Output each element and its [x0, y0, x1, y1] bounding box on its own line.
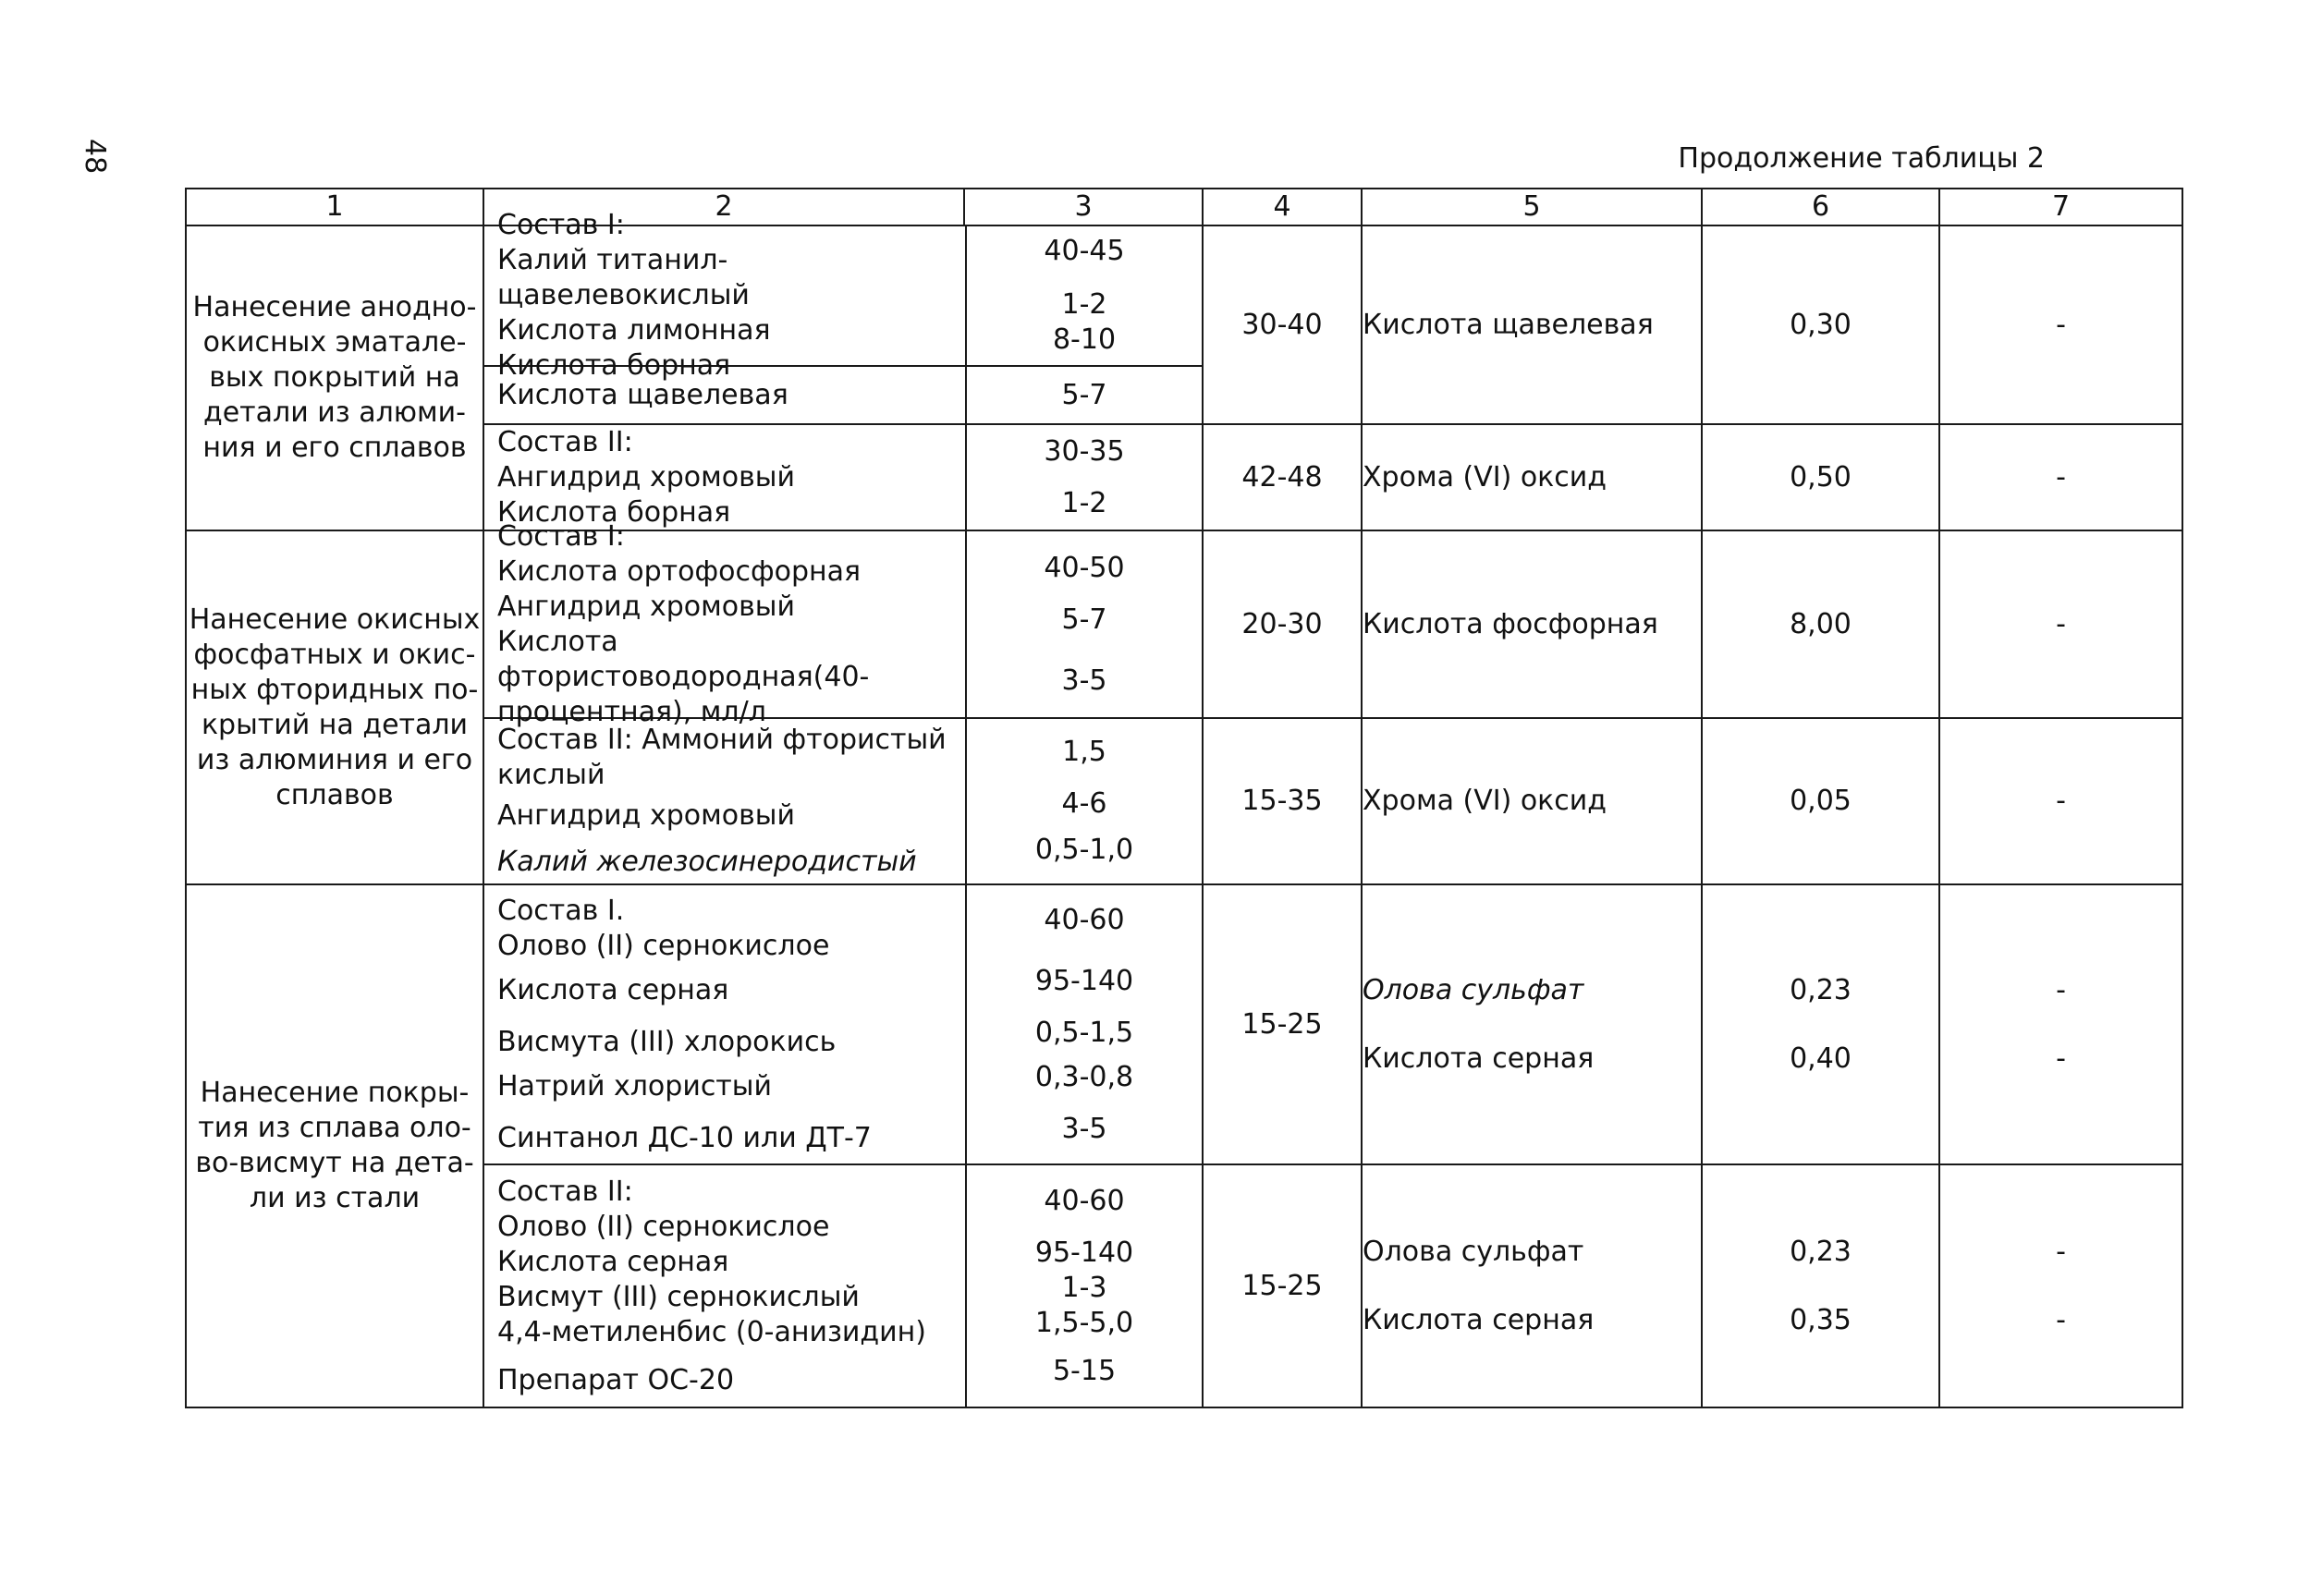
- composition-lines: [484, 518, 965, 732]
- quantity-lines: [965, 719, 1202, 883]
- quantity: 0,3-0,8: [1034, 1060, 1134, 1093]
- emission-item: Кислота серная: [1363, 1042, 1595, 1075]
- composition-table: [185, 188, 2183, 1408]
- value-cell: 8,00: [1702, 530, 1939, 718]
- composition-cell: [483, 209, 1203, 424]
- header-cell-5: 5: [1362, 189, 1702, 225]
- composition-block: [484, 719, 1202, 883]
- header-cell-1: 1: [186, 189, 483, 225]
- component-line: Кислота фтористоводородная(40-процентная), мл/л: [497, 625, 870, 728]
- quantity: 8-10: [1052, 323, 1117, 356]
- composition-lines: [484, 376, 965, 415]
- table-row: [186, 530, 2182, 718]
- emission-item: Олова сульфат: [1363, 1235, 1584, 1268]
- component-line: Калий титанил-щавелевокислый: [497, 244, 750, 311]
- composition-cell: [483, 718, 1203, 884]
- composition-block: [484, 519, 1202, 728]
- quantity: 3-5: [1061, 1112, 1107, 1145]
- value-cell: 0,30: [1702, 225, 1939, 424]
- temperature-cell: 30-40: [1203, 225, 1362, 424]
- col7-cell: -: [1939, 718, 2182, 884]
- composition-lines: [484, 721, 965, 882]
- quantity: 40-45: [1044, 235, 1125, 267]
- table-row: [186, 225, 2182, 424]
- emission-cell: Кислота фосфорная: [1362, 530, 1702, 718]
- temperature-cell: 20-30: [1203, 530, 1362, 718]
- emission-pair: [1363, 956, 1701, 1093]
- temperature-cell: 42-48: [1203, 424, 1362, 530]
- header-cell-7: 7: [1939, 189, 2182, 225]
- component-line: Состав II:: [497, 1175, 633, 1208]
- component-line: Висмута (III) хлорокись: [497, 1025, 837, 1058]
- table-row: [186, 884, 2182, 1164]
- quantity: 0,5-1,5: [1034, 1016, 1134, 1049]
- component-line: Висмут (III) сернокислый: [497, 1280, 860, 1313]
- emission-cell: Кислота щавелевая: [1362, 225, 1702, 424]
- temperature-cell: 15-35: [1203, 718, 1362, 884]
- quantity: 40-60: [1044, 903, 1125, 936]
- col7-cell: -: [1939, 530, 2182, 718]
- quantity: 4-6: [1061, 787, 1107, 820]
- emission-cell: [1362, 884, 1702, 1164]
- value-pair: [1703, 1218, 1938, 1355]
- quantity: 1,5: [1062, 736, 1106, 768]
- component-line: Состав I:: [497, 209, 625, 241]
- col7-item: -: [2056, 973, 2066, 1006]
- composition-cell: [483, 519, 1203, 728]
- temperature-cell: 15-25: [1203, 1164, 1362, 1407]
- col7-pair: [1940, 1218, 2182, 1355]
- value-cell: [1702, 1164, 1939, 1407]
- composition-block: [484, 885, 1202, 1163]
- quantity: 1-3: [1061, 1271, 1107, 1304]
- component-line: Олово (II) сернокислое: [497, 1210, 830, 1243]
- col7-cell: [1939, 1164, 2182, 1407]
- quantity: 30-35: [1044, 434, 1125, 468]
- value-item: 0,35: [1790, 1303, 1852, 1336]
- quantity: 5-7: [1061, 378, 1107, 411]
- composition-cell: [483, 884, 1203, 1164]
- composition-lines: [484, 892, 965, 1158]
- quantity: 95-140: [1034, 964, 1134, 997]
- quantity: 40-60: [1044, 1184, 1125, 1217]
- component-line: Кислота лимонная: [497, 314, 771, 347]
- component-line: Ангидрид хромовый: [497, 460, 795, 493]
- value-pair: [1703, 956, 1938, 1093]
- col7-item: -: [2056, 1235, 2066, 1268]
- emission-cell: Хрома (VI) оксид: [1362, 718, 1702, 884]
- procedure-cell: Нанесение окисных фосфатных и окис-ных фторидных по-крытий на детали из алюминия и его сплавов: [186, 530, 483, 884]
- component-line: Препарат ОС-20: [497, 1363, 735, 1396]
- emission-item: Кислота серная: [1363, 1303, 1595, 1336]
- value-cell: [1702, 884, 1939, 1164]
- quantity-lines: [965, 425, 1202, 530]
- quantity-lines: [965, 531, 1202, 717]
- composition-cell: [483, 424, 1203, 530]
- component-line: Состав II:: [497, 425, 633, 458]
- col7-pair: [1940, 956, 2182, 1093]
- quantity: 40-50: [1044, 551, 1125, 584]
- component-line: Состав I:: [497, 519, 625, 553]
- component-line: Состав II: Аммоний фтористый кислый: [497, 724, 947, 791]
- composition-cell: [483, 1164, 1203, 1407]
- page-number: 48: [79, 139, 111, 175]
- quantity: 95-140: [1034, 1236, 1134, 1269]
- col7-item: -: [2056, 1042, 2066, 1075]
- quantity: 1-2: [1061, 288, 1107, 321]
- emission-cell: [1362, 1164, 1702, 1407]
- component-line: Кислота щавелевая: [497, 378, 788, 411]
- temperature-cell: 15-25: [1203, 884, 1362, 1164]
- col7-item: -: [2056, 1303, 2066, 1336]
- component-line: Калий железосинеродистый: [497, 846, 917, 878]
- quantity-lines: [965, 226, 1202, 365]
- col7-cell: -: [1939, 225, 2182, 424]
- value-item: 0,23: [1790, 1235, 1852, 1268]
- quantity: 5-15: [1052, 1354, 1117, 1387]
- quantity: 5-7: [1061, 603, 1107, 636]
- component-line: Кислота серная: [497, 973, 729, 1006]
- component-line: Ангидрид хромовый: [497, 590, 795, 623]
- quantity: 3-5: [1061, 664, 1107, 697]
- quantity: 0,5-1,0: [1034, 834, 1134, 866]
- table-row: [186, 1164, 2182, 1407]
- component-line: Синтанол ДС-10 или ДТ-7: [497, 1121, 872, 1154]
- component-line: Олово (II) сернокислое: [497, 929, 830, 962]
- procedure-cell: Нанесение анодно-окисных эматале-вых покрытий на детали из алюми-ния и его сплавов: [186, 225, 483, 530]
- component-line: Кислота серная: [497, 1245, 729, 1278]
- quantity-lines: [965, 1165, 1202, 1407]
- composition-block: [484, 209, 1202, 382]
- procedure-cell: Нанесение покры-тия из сплава оло-во-висмут на дета-ли из стали: [186, 884, 483, 1407]
- table-row: [186, 424, 2182, 530]
- quantity-lines: [965, 367, 1202, 423]
- component-line: Кислота борная: [497, 349, 731, 382]
- header-cell-6: 6: [1702, 189, 1939, 225]
- value-cell: 0,05: [1702, 718, 1939, 884]
- emission-cell: Хрома (VI) оксид: [1362, 424, 1702, 530]
- composition-lines: [484, 1173, 965, 1400]
- header-cell-3: 3: [964, 189, 1203, 225]
- composition-lines: [484, 206, 965, 385]
- quantity: 1-2: [1061, 486, 1107, 519]
- component-line: Кислота ортофосфорная: [497, 554, 862, 588]
- value-item: 0,40: [1790, 1042, 1852, 1075]
- emission-pair: [1363, 1218, 1701, 1355]
- component-line: Кислота борная: [497, 495, 731, 529]
- composition-lines: [484, 423, 965, 532]
- emission-item: Олова сульфат: [1363, 973, 1584, 1006]
- col7-cell: [1939, 884, 2182, 1164]
- col7-cell: -: [1939, 424, 2182, 530]
- composition-block: [484, 1165, 1202, 1407]
- table-row: [186, 718, 2182, 884]
- component-line: Состав I.: [497, 894, 625, 927]
- quantity: 1,5-5,0: [1034, 1306, 1134, 1339]
- component-line: 4,4-метиленбис (0-анизидин): [497, 1315, 926, 1348]
- header-cell-4: 4: [1203, 189, 1362, 225]
- value-item: 0,23: [1790, 973, 1852, 1006]
- component-line: Натрий хлористый: [497, 1069, 772, 1103]
- value-cell: 0,50: [1702, 424, 1939, 530]
- quantity-lines: [965, 885, 1202, 1163]
- table-caption: Продолжение таблицы 2: [1678, 142, 2045, 175]
- header-cell-2: 2: [483, 189, 964, 225]
- component-line: Ангидрид хромовый: [497, 799, 795, 832]
- composition-block: [484, 425, 1202, 530]
